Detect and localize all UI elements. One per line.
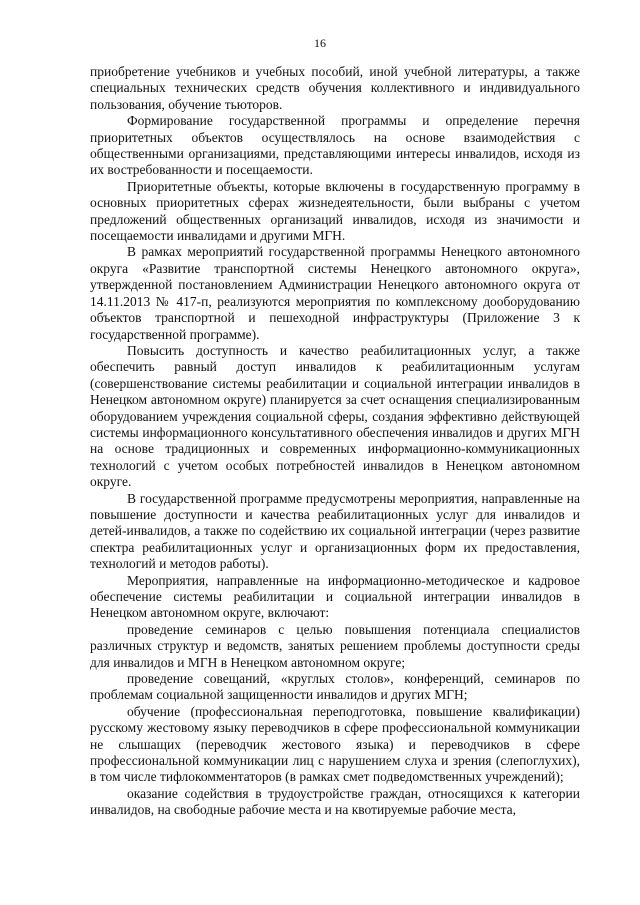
page-number: 16 (314, 36, 326, 50)
list-item-training: обучение (профессиональная переподготовка, повышение квалификации) русскому жестовому языку переводчиков в сфере профессиональной коммуникации не слышащих (переводчик жестового языка) и переводчиков в сфере профессиональной коммуникации лиц с нарушением слуха и зрения (слепоглухих), в том числе тифлокомментаторов (в рамках смет подведомственных учреждений); (90, 703, 580, 785)
list-item-meetings: проведение совещаний, «круглых столов», конференций, семинаров по проблемам социальной защищенности инвалидов и других МГН; (90, 671, 580, 703)
paragraph-5: Повысить доступность и качество реабилитационных услуг, а также обеспечить равный доступ инвалидов к реабилитационным услугам (совершенствование системы реабилитации и социальной интеграции инвалидов в Ненецком автономном округе) планируется за счет оснащения специализированным оборудованием учреждения социальной сферы, создания эффективно действующей системы информационного консультативного обеспечения инвалидов и других МГН на основе традиционных и современных информационно-коммуникационных технологий с учетом особых потребностей инвалидов в Ненецком автономном округе. (90, 342, 580, 490)
paragraph-6: В государственной программе предусмотрены мероприятия, направленные на повышение доступности и качества реабилитационных услуг для инвалидов и детей-инвалидов, а также по содействию их социальной интеграции (через развитие спектра реабилитационных услуг и организационных форм их предоставления, технологий и методов работы). (90, 490, 580, 572)
paragraph-4: В рамках мероприятий государственной программы Ненецкого автономного округа «Развитие транспортной системы Ненецкого автономного округа», утвержденной постановлением Администрации Ненецкого автономного округа от 14.11.2013 № 417-п, реализуются мероприятия по комплексному дооборудованию объектов транспортной и пешеходной инфраструктуры (Приложение 3 к государственной программе). (90, 244, 580, 342)
list-item-seminars: проведение семинаров с целью повышения потенциала специалистов различных структур и ведомств, занятых решением проблемы доступности среды для инвалидов и МГН в Ненецком автономном округе; (90, 621, 580, 670)
paragraph-2: Формирование государственной программы и определение перечня приоритетных объектов осуществлялось на основе взаимодействия с общественными организациями, представляющими интересы инвалидов, исходя из их востребованности и посещаемости. (90, 113, 580, 178)
paragraph-3: Приоритетные объекты, которые включены в государственную программу в основных приоритетных сферах жизнедеятельности, были выбраны с учетом предложений общественных организаций инвалидов, исходя из значимости и посещаемости инвалидами и другими МГН. (90, 178, 580, 244)
page-body (90, 64, 580, 819)
paragraph-1: приобретение учебников и учебных пособий, иной учебной литературы, а также специальных технических средств обучения коллективного и индивидуального пользования, обучение тьюторов. (90, 64, 580, 112)
paragraph-7: Мероприятия, направленные на информационно-методическое и кадровое обеспечение системы реабилитации и социальной интеграции инвалидов в Ненецком автономном округе, включают: (90, 572, 580, 621)
list-item-employment: оказание содействия в трудоустройстве граждан, относящихся к категории инвалидов, на свободные рабочие места и на квотируемые рабочие места, (90, 785, 580, 818)
